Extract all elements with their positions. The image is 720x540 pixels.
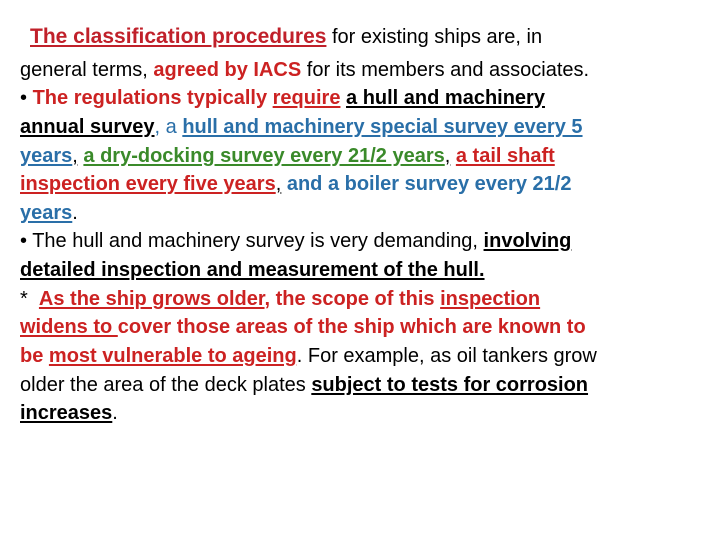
text-comma-a: , a xyxy=(154,116,183,138)
text-existing-ships: for existing ships are, in xyxy=(326,26,543,48)
text-general-terms: general terms, xyxy=(20,59,154,81)
line-1 xyxy=(30,23,542,51)
text-period: . xyxy=(72,202,78,224)
line-10 xyxy=(20,285,540,313)
text-comma-3: , xyxy=(444,145,451,167)
text-older-deck: older the area of the deck plates xyxy=(20,374,312,396)
line-9 xyxy=(20,256,485,284)
text-drydock-survey: a dry-docking survey every 21/2 years xyxy=(83,145,445,167)
text-final-period: . xyxy=(112,402,118,424)
text-agreed-by-iacs: agreed by IACS xyxy=(153,59,302,81)
text-comma-2: , xyxy=(72,145,78,167)
text-require: require xyxy=(272,87,341,109)
line-12 xyxy=(20,342,597,370)
bullet-icon: • xyxy=(20,87,28,109)
text-boiler-survey: and a boiler survey every 21/2 xyxy=(286,173,572,195)
text-detailed-inspection: detailed inspection and measurement of the hull. xyxy=(20,259,485,281)
line-2 xyxy=(20,56,589,84)
text-increases: increases xyxy=(20,402,113,424)
text-comma-4: , xyxy=(275,173,282,195)
line-5 xyxy=(20,142,555,170)
text-cover-areas: cover those areas of the ship which are known to xyxy=(117,316,586,338)
text-ship-grows-older: As the ship grows older xyxy=(38,288,265,310)
text-tail-shaft-a: a tail shaft xyxy=(455,145,555,167)
text-regulations: The regulations typically xyxy=(32,87,273,109)
text-scope: , the scope of this xyxy=(264,288,441,310)
text-annual-survey: annual survey xyxy=(20,116,155,138)
heading-classification-procedures: The classification procedures xyxy=(30,25,327,48)
line-6 xyxy=(20,170,571,198)
text-widens-to: widens to xyxy=(20,316,118,338)
text-members-associates: for its members and associates. xyxy=(301,59,590,81)
line-11 xyxy=(20,313,586,341)
text-tail-shaft-b: inspection every five years xyxy=(20,173,276,195)
text-hull-demanding: The hull and machinery survey is very demanding, xyxy=(32,230,484,252)
line-7 xyxy=(20,199,78,227)
text-hull-machinery-a: a hull and machinery xyxy=(346,87,545,109)
text-involving: involving xyxy=(483,230,572,252)
bullet-icon-2: • xyxy=(20,230,28,252)
line-4 xyxy=(20,113,583,141)
text-boiler-years: years xyxy=(20,202,73,224)
line-8 xyxy=(20,227,571,255)
line-3 xyxy=(20,84,545,112)
line-14 xyxy=(20,399,118,427)
text-be: be xyxy=(20,345,49,367)
star-icon: * xyxy=(20,288,28,310)
text-inspection: inspection xyxy=(440,288,541,310)
text-subject-to-tests: subject to tests for corrosion xyxy=(311,374,589,396)
text-for-example: . For example, as oil tankers grow xyxy=(296,345,597,367)
text-special-survey: hull and machinery special survey every 5 xyxy=(182,116,583,138)
line-13 xyxy=(20,371,588,399)
text-special-years: years xyxy=(20,145,73,167)
text-most-vulnerable: most vulnerable to ageing xyxy=(48,345,297,367)
